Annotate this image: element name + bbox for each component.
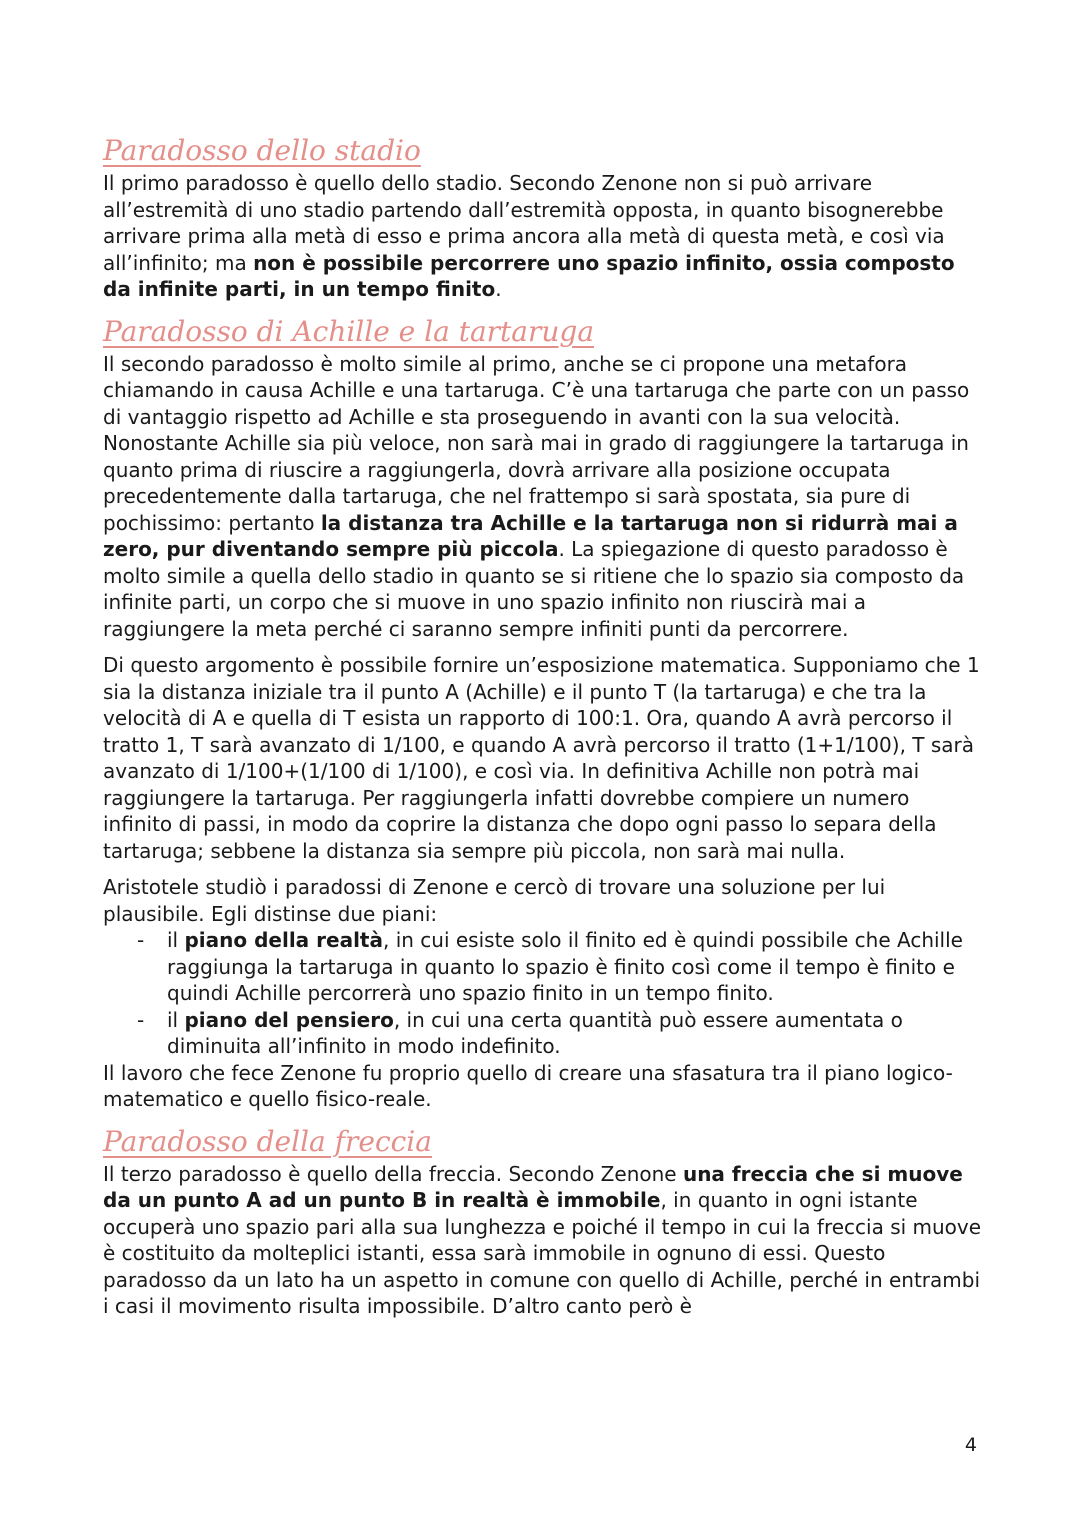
section-title: Paradosso dello stadio bbox=[103, 134, 421, 167]
section-freccia bbox=[103, 1123, 983, 1320]
text-run: , in cui esiste solo il finito ed è quindi possibile che Achille raggiunga la tartaruga in quanto lo spazio è finito così come il tempo è finito e quindi Achille percorrerà uno spazio finito in un tempo finito. bbox=[167, 928, 963, 1005]
paragraph bbox=[103, 652, 983, 864]
paragraph: Aristotele studiò i paradossi di Zenone e cercò di trovare una soluzione per lui plausibile. Egli distinse due piani: bbox=[103, 875, 886, 926]
bold-text: non è possibile percorrere uno spazio infinito, ossia composto da infinite parti, in un tempo finito bbox=[103, 250, 955, 301]
dash-list bbox=[103, 927, 983, 1060]
bold-text: la distanza tra Achille e la tartaruga non si ridurrà mai a zero, pur diventando sempre più piccola bbox=[103, 510, 958, 561]
page-number: 4 bbox=[964, 1434, 977, 1456]
bold-text: piano della realtà bbox=[184, 928, 383, 952]
text-run: il bbox=[167, 1007, 185, 1032]
paragraph bbox=[103, 1161, 983, 1320]
text-run: Il terzo paradosso è quello della freccia. Secondo Zenone bbox=[103, 1161, 683, 1186]
dash-marker: - bbox=[137, 1007, 145, 1032]
list-item bbox=[137, 927, 983, 1007]
list-item-text bbox=[167, 1008, 903, 1059]
bold-text: una freccia che si muove da un punto A ad un punto B in realtà è immobile bbox=[103, 1161, 963, 1212]
text-run: . La spiegazione di questo paradosso è molto simile a quella dello stadio in quanto se si ritiene che lo spazio sia composto da infinite parti, un corpo che si muove in uno spazio infinito non riuscirà mai a raggiungere la meta perché ci saranno sempre infiniti punti da percorrere. bbox=[103, 537, 965, 641]
text-run: . bbox=[495, 277, 502, 301]
text-run: Di questo argomento è possibile fornire un’esposizione matematica. Supponiamo che 1 sia la distanza iniziale tra il punto A (Achille) e il punto T (la tartaruga) e che tra la velocità di A e quella di T esista un rapporto di 100:1. Ora, quando A avrà percorso il tratto 1, T sarà avanzato di 1/100, e quando A avrà percorso il tratto (1+1/100), T sarà avanzato di 1/100+(1/100 di 1/100), e così via. In definitiva Achille non potrà mai raggiungere la tartaruga. Per raggiungerla infatti dovrebbe compiere un numero infinito di passi, in modo da coprire la distanza che dopo ogni passo lo separa della tartaruga; sebbene la distanza sia sempre più piccola, non sarà mai nulla. bbox=[103, 653, 980, 863]
page-content bbox=[103, 132, 983, 1324]
paragraph bbox=[103, 170, 983, 303]
dash-marker: - bbox=[137, 928, 145, 952]
text-run: , in cui una certa quantità può essere aumentata o diminuita all’infinito in modo indefinito. bbox=[167, 1007, 903, 1058]
text-run: il bbox=[167, 928, 185, 952]
list-item bbox=[137, 1007, 983, 1060]
text-run: Il secondo paradosso è molto simile al primo, anche se ci propone una metafora chiamando in causa Achille e una tartaruga. C’è una tartaruga che parte con un passo di vantaggio rispetto ad Achille e sta proseguendo in avanti con la sua velocità. Nonostante Achille sia più veloce, non sarà mai in grado di raggiungere la tartaruga in quanto prima di riuscire a raggiungerla, dovrà arrivare alla posizione occupata precedentemente dalla tartaruga, che nel frattempo si sarà spostata, sia pure di pochissimo: pertanto bbox=[103, 351, 970, 535]
paragraph: Il lavoro che fece Zenone fu proprio quello di creare una sfasatura tra il piano logico-matematico e quello fisico-reale. bbox=[103, 1060, 953, 1111]
list-item-text bbox=[167, 928, 963, 1005]
section-stadio bbox=[103, 132, 983, 303]
text-run: , in quanto in ogni istante occuperà uno spazio pari alla sua lunghezza e poiché il tempo in cui la freccia si muove è costituito da molteplici istanti, essa sarà immobile in ognuno di essi. Questo paradosso da un lato ha un aspetto in comune con quello di Achille, perché in entrambi i casi il movimento risulta impossibile. D’altro canto però è bbox=[103, 1188, 982, 1318]
section-title: Paradosso di Achille e la tartaruga bbox=[103, 314, 595, 348]
section-title: Paradosso della freccia bbox=[103, 1124, 432, 1158]
text-run: Il primo paradosso è quello dello stadio. Secondo Zenone non si può arrivare all’estremità di uno stadio partendo dall’estremità opposta, in quanto bisognerebbe arrivare prima alla metà di esso e prima ancora alla metà di questa metà, e così via all’infinito; ma bbox=[103, 171, 945, 275]
section-achille bbox=[103, 313, 983, 1113]
bold-text: piano del pensiero bbox=[184, 1007, 394, 1032]
paragraph bbox=[103, 351, 983, 643]
